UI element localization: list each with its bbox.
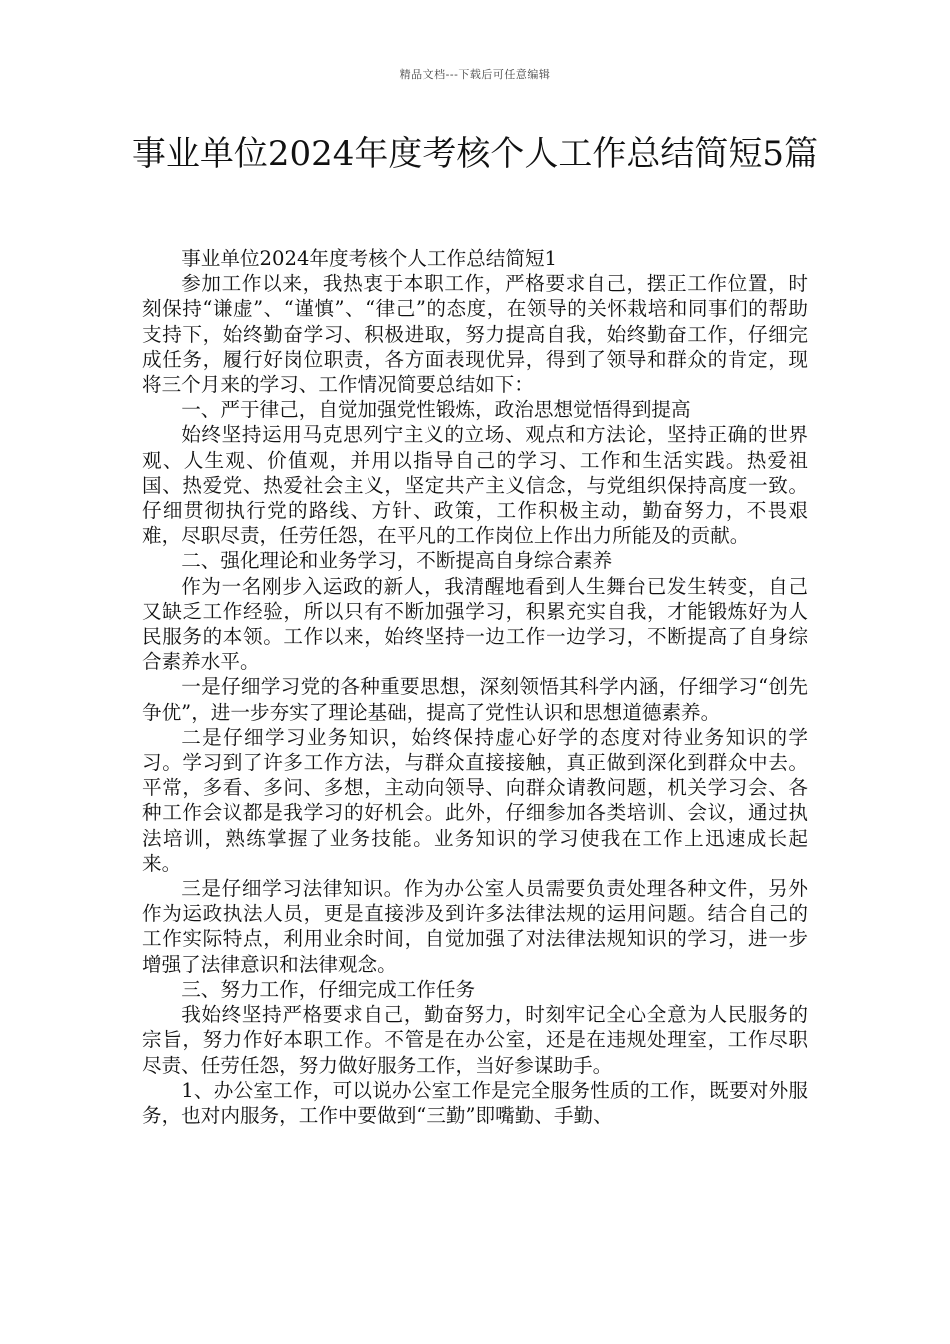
body-paragraph: 作为一名刚步入运政的新人，我清醒地看到人生舞台已发生转变，自己又缺乏工作经验，所以只有不断加强学习，积累充实自我，才能锻炼好为人民服务的本领。工作以来，始终坚持一边工作一边学习，不断提高了自身综合素养水平。 — [142, 574, 808, 674]
body-paragraph: 参加工作以来，我热衷于本职工作，严格要求自己，摆正工作位置，时刻保持“谦虚”、“谨慎”、“律己”的态度，在领导的关怀栽培和同事们的帮助支持下，始终勤奋学习、积极进取，努力提高自我，始终勤奋工作，仔细完成任务，履行好岗位职责，各方面表现优异，得到了领导和群众的肯定，现将三个月来的学习、工作情况简要总结如下： — [142, 272, 808, 397]
body-paragraph: 三是仔细学习法律知识。作为办公室人员需要负责处理各种文件，另外作为运政执法人员，更是直接涉及到许多法律法规的运用问题。结合自己的工作实际特点，利用业余时间，自觉加强了对法律法规知识的学习，进一步增强了法律意识和法律观念。 — [142, 877, 808, 976]
section-heading: 二、强化理论和业务学习，不断提高自身综合素养 — [181, 549, 613, 573]
body-paragraph: 1、办公室工作，可以说办公室工作是完全服务性质的工作，既要对外服务，也对内服务，工作中要做到“三勤”即嘴勤、手勤、 — [142, 1078, 808, 1127]
body-paragraph: 我始终坚持严格要求自己，勤奋努力，时刻牢记全心全意为人民服务的宗旨，努力作好本职工作。不管是在办公室，还是在违规处理室，工作尽职尽责、任劳任怨，努力做好服务工作，当好参谋助手。 — [142, 1003, 808, 1077]
document-body — [142, 246, 808, 1128]
document-title: 事业单位2024年度考核个人工作总结简短5篇 — [131, 134, 819, 174]
body-paragraph: 始终坚持运用马克思列宁主义的立场、观点和方法论，坚持正确的世界观、人生观、价值观，并用以指导自己的学习、工作和生活实践。热爱祖国、热爱党、热爱社会主义，坚定共产主义信念，与党组织保持高度一致。仔细贯彻执行党的路线、方针、政策，工作积极主动，勤奋努力，不畏艰难，尽职尽责，任劳任怨，在平凡的工作岗位上作出力所能及的贡献。 — [142, 423, 808, 548]
section-heading: 三、努力工作，仔细完成工作任务 — [181, 977, 476, 1001]
body-paragraph: 一是仔细学习党的各种重要思想，深刻领悟其科学内涵，仔细学习“创先争优”，进一步夯实了理论基础，提高了党性认识和思想道德素养。 — [142, 675, 808, 724]
header-note: 精品文档---下载后可任意编辑 — [399, 68, 551, 81]
section-heading: 事业单位2024年度考核个人工作总结简短1 — [181, 247, 558, 270]
body-paragraph: 二是仔细学习业务知识，始终保持虚心好学的态度对待业务知识的学习。学习到了许多工作方法，与群众直接接触，真正做到深化到群众中去。平常，多看、多问、多想，主动向领导、向群众请教问题，机关学习会、各种工作会议都是我学习的好机会。此外，仔细参加各类培训、会议，通过执法培训，熟练掌握了业务技能。业务知识的学习使我在工作上迅速成长起来。 — [142, 725, 808, 875]
section-heading: 一、严于律己，自觉加强党性锻炼，政治思想觉悟得到提高 — [181, 398, 691, 422]
